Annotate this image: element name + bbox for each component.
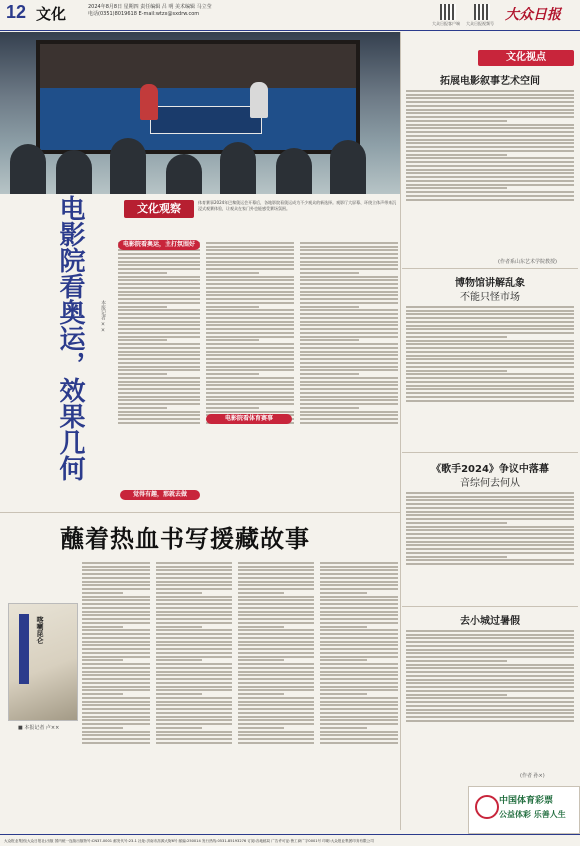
lower-body-col-4 bbox=[320, 560, 398, 830]
rc-article-1-title: 拓展电影叙事艺术空间 bbox=[440, 76, 540, 87]
main-body-col-3 bbox=[300, 240, 398, 510]
page-footer: 大众报业集团(大众日报社)出版 国内统一连续出版物号:CN37-0001 邮发代号:23-1 社址:济南市泺源大街6号 邮编:250014 发行热线:0531-85193276 订阅:各地邮局 广告许可证:鲁工商广字0001号 印刷:大众报业集团印务有限公司 bbox=[0, 834, 580, 846]
cinema-photo bbox=[0, 32, 400, 194]
main-body-col-1 bbox=[118, 240, 200, 510]
rc-article-4-title: 去小城过暑假 bbox=[460, 616, 520, 627]
rc-article-2-subtitle: 不能只怪市场 bbox=[460, 292, 520, 303]
lower-body-col-1 bbox=[82, 560, 150, 830]
rc-article-3-subtitle: 音综何去何从 bbox=[460, 478, 520, 489]
page-number: 12 bbox=[6, 2, 27, 22]
rc-article-2-title: 博物馆讲解乱象 bbox=[455, 278, 525, 289]
ad-title: 中国体育彩票 bbox=[499, 796, 554, 806]
rc-article-3-title: 《歌手2024》争议中落幕 bbox=[431, 464, 549, 475]
book-cover-image bbox=[8, 603, 78, 721]
main-byline: 本报记者 ×× bbox=[100, 300, 106, 334]
ad-subtitle: 公益体彩 乐善人生 bbox=[499, 810, 566, 819]
section-title: 文化 bbox=[36, 5, 67, 23]
rc-article-2-body bbox=[406, 304, 574, 450]
book-title: 喀喇昆仑 bbox=[36, 616, 45, 644]
culture-observation-tag: 文化观察 bbox=[124, 200, 194, 218]
editor-line-1: 2024年8月8日 星期四 责任编辑 吕 明 美术编辑 马立莹 bbox=[88, 4, 212, 10]
lower-headline: 蘸着热血书写援藏故事 bbox=[60, 525, 310, 553]
subhead-3: 觉得有趣，那就去做 bbox=[120, 490, 200, 500]
paper-logo: 大众日报 bbox=[505, 7, 561, 23]
rc-article-1-credit: (作者系山东艺术学院教授) bbox=[498, 259, 557, 265]
qr-label-2: 大众日报视频号 bbox=[466, 21, 494, 26]
lottery-ad[interactable] bbox=[468, 786, 580, 834]
rc-article-3-body bbox=[406, 490, 574, 604]
lottery-logo-icon bbox=[475, 795, 499, 819]
subhead-1: 电影院看奥运，主打氛围好 bbox=[118, 240, 200, 250]
editor-info bbox=[88, 4, 418, 18]
right-column bbox=[402, 32, 578, 830]
qr-code-icon bbox=[474, 4, 490, 20]
editor-line-2: 电话(0351)8019618 E-mail:wtzx@sxdrw.com bbox=[88, 11, 200, 17]
rc-article-4-credit: (作者 孙×) bbox=[520, 773, 545, 779]
cinema-screen bbox=[36, 40, 360, 154]
main-lead: 体育赛事2024年巴黎奥运会开幕后，各地影院看奥运成为不少观众的新选择。观影厅大屏幕、环绕立体声带来沉浸式观赛体验，让观众在家门外也能感受赛场氛围。 bbox=[198, 200, 397, 211]
main-headline: 电影院看奥运，效果几何 bbox=[55, 195, 85, 481]
rc-article-4-body bbox=[406, 628, 574, 768]
culture-viewpoint-tag: 文化视点 bbox=[478, 50, 574, 66]
main-body-col-2 bbox=[206, 240, 294, 510]
masthead bbox=[0, 0, 580, 31]
rc-article-1-body bbox=[406, 88, 574, 256]
qr-code-icon bbox=[440, 4, 456, 20]
subhead-2: 电影院看体育赛事 bbox=[206, 414, 292, 424]
qr-label-1: 大众日报客户端 bbox=[432, 21, 460, 26]
lower-body-col-3 bbox=[238, 560, 314, 830]
lower-author: ■ 本报记者 卢×× bbox=[18, 725, 60, 731]
lower-body-col-2 bbox=[156, 560, 232, 830]
